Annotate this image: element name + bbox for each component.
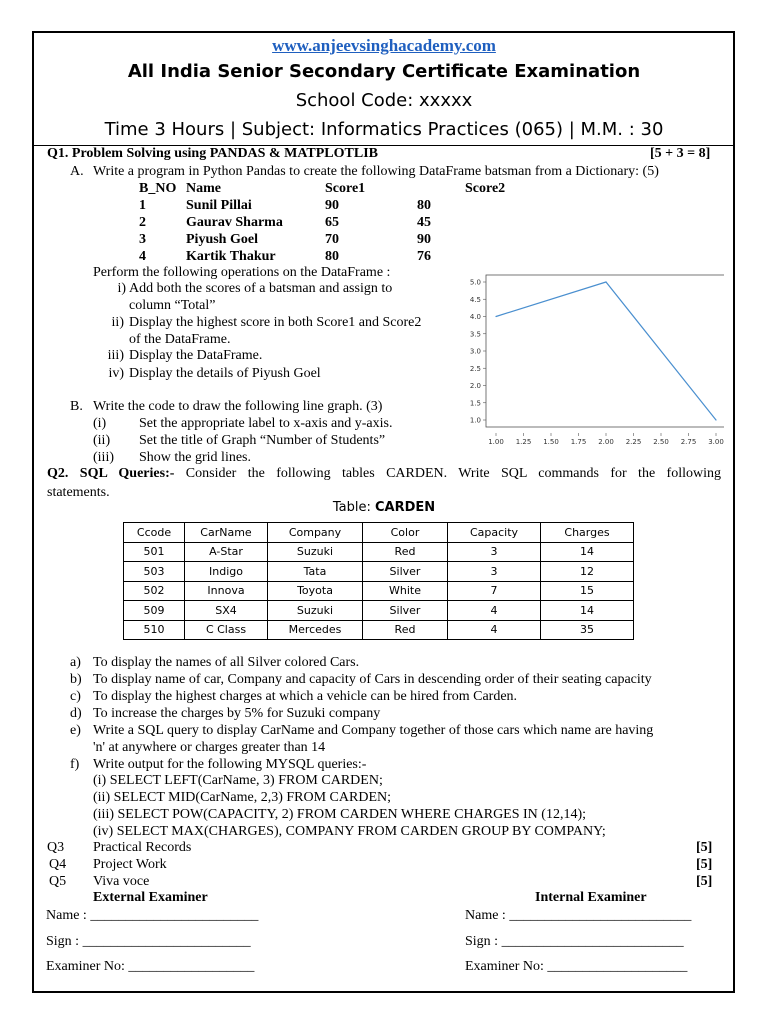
carden-cell: Silver bbox=[363, 601, 448, 621]
y-tick-label: 4.5 bbox=[469, 295, 481, 304]
table-row bbox=[124, 542, 634, 562]
carden-cell: 3 bbox=[448, 542, 541, 562]
q1-marks: [5 + 3 = 8] bbox=[650, 146, 711, 161]
carden-caption bbox=[0, 500, 768, 515]
graph-task-number: (i) bbox=[93, 416, 107, 431]
carden-cell: Tata bbox=[268, 562, 363, 582]
carden-cell: Innova bbox=[185, 581, 268, 601]
batsman-col-header: B_NO bbox=[139, 181, 177, 196]
carden-cell: White bbox=[363, 581, 448, 601]
website-link[interactable]: www.anjeevsinghacademy.com bbox=[272, 36, 496, 55]
carden-cell: 502 bbox=[124, 581, 185, 601]
x-tick-label: 2.75 bbox=[680, 438, 697, 446]
sql-item-letter: e) bbox=[70, 723, 81, 738]
carden-col-header: Company bbox=[268, 523, 363, 543]
batsman-cell: 1 bbox=[139, 198, 146, 213]
x-tick-label: 1.00 bbox=[488, 438, 504, 446]
sql-item-text: To display name of car, Company and capacity of Cars in descending order of their seating capacity bbox=[93, 672, 652, 687]
carden-caption-prefix: Table: bbox=[332, 500, 375, 515]
sql-item-text: Write a SQL query to display CarName and Company together of those cars which name are having bbox=[93, 723, 654, 738]
carden-cell: C Class bbox=[185, 620, 268, 640]
external-examno-field[interactable]: Examiner No: __________________ bbox=[46, 959, 255, 974]
sql-query: (ii) SELECT MID(CarName, 2,3) FROM CARDEN; bbox=[93, 790, 391, 805]
carden-col-header: Color bbox=[363, 523, 448, 543]
sql-item-text: To increase the charges by 5% for Suzuki company bbox=[93, 706, 381, 721]
carden-table bbox=[123, 522, 634, 640]
internal-examno-field[interactable]: Examiner No: ____________________ bbox=[465, 959, 688, 974]
operation-text: Display the DataFrame. bbox=[129, 348, 263, 363]
operation-number: iv) bbox=[108, 366, 124, 381]
table-row bbox=[124, 581, 634, 601]
table-row bbox=[124, 620, 634, 640]
q2-heading bbox=[47, 466, 721, 482]
x-tick-label: 1.75 bbox=[570, 438, 587, 446]
y-tick-label: 3.5 bbox=[469, 330, 481, 339]
external-sign-field[interactable]: Sign : ________________________ bbox=[46, 934, 251, 949]
internal-sign-field[interactable]: Sign : __________________________ bbox=[465, 934, 684, 949]
q2-label: Q2. SQL Queries:- bbox=[47, 466, 175, 481]
carden-cell: Indigo bbox=[185, 562, 268, 582]
sql-item-letter: f) bbox=[70, 757, 80, 772]
y-tick-label: 1.0 bbox=[469, 416, 481, 425]
carden-cell: Red bbox=[363, 542, 448, 562]
external-examiner-title: External Examiner bbox=[93, 890, 208, 905]
carden-cell: SX4 bbox=[185, 601, 268, 621]
sql-query: (i) SELECT LEFT(CarName, 3) FROM CARDEN; bbox=[93, 773, 383, 788]
x-tick-label: 2.25 bbox=[625, 438, 642, 446]
operation-number: iii) bbox=[107, 348, 124, 363]
q1b-label: B. bbox=[70, 399, 83, 414]
sql-item-letter: b) bbox=[70, 672, 82, 687]
batsman-cell: 3 bbox=[139, 232, 146, 247]
q1-label: Q1 bbox=[47, 146, 65, 161]
batsman-cell: 90 bbox=[325, 198, 339, 213]
batsman-cell: 76 bbox=[417, 249, 431, 264]
sql-query: (iii) SELECT POW(CAPACITY, 2) FROM CARDEN WHERE CHARGES IN (12,14); bbox=[93, 807, 587, 822]
carden-cell: 15 bbox=[541, 581, 634, 601]
batsman-cell: 80 bbox=[417, 198, 431, 213]
batsman-cell: 90 bbox=[417, 232, 431, 247]
graph-task-number: (iii) bbox=[93, 450, 114, 465]
carden-cell: 501 bbox=[124, 542, 185, 562]
operation-text: Display the highest score in both Score1 and Score2 bbox=[129, 315, 422, 330]
x-tick-label: 1.50 bbox=[543, 438, 559, 446]
carden-cell: Red bbox=[363, 620, 448, 640]
question-title: Practical Records bbox=[93, 840, 192, 855]
operation-text: of the DataFrame. bbox=[129, 332, 231, 347]
graph-task-number: (ii) bbox=[93, 433, 111, 448]
batsman-cell: 80 bbox=[325, 249, 339, 264]
line-chart bbox=[462, 274, 724, 446]
operation-number: i) bbox=[117, 281, 126, 296]
x-tick-label: 2.00 bbox=[598, 438, 614, 446]
data-point bbox=[495, 316, 496, 317]
sql-item-letter: c) bbox=[70, 689, 81, 704]
plot-frame bbox=[486, 275, 724, 427]
batsman-cell: 4 bbox=[139, 249, 146, 264]
batsman-cell: 70 bbox=[325, 232, 339, 247]
q2-text2: statements. bbox=[47, 485, 110, 500]
line-chart-svg bbox=[462, 274, 724, 446]
q2-text: Consider the following tables CARDEN. Write SQL commands for the following bbox=[185, 466, 721, 481]
sql-item-letter: d) bbox=[70, 706, 82, 721]
question-number: Q4 bbox=[49, 857, 67, 872]
carden-caption-name: CARDEN bbox=[374, 500, 436, 515]
carden-cell: 3 bbox=[448, 562, 541, 582]
question-number: Q3 bbox=[47, 840, 65, 855]
carden-cell: Silver bbox=[363, 562, 448, 582]
batsman-cell: 45 bbox=[417, 215, 431, 230]
carden-cell: 4 bbox=[448, 601, 541, 621]
y-tick-label: 3.0 bbox=[469, 347, 481, 356]
ops-intro: Perform the following operations on the DataFrame : bbox=[93, 265, 391, 280]
time-subject: Time 3 Hours | Subject: Informatics Practices (065) | M.M. : 30 bbox=[104, 119, 664, 140]
carden-cell: 12 bbox=[541, 562, 634, 582]
y-tick-label: 2.0 bbox=[469, 382, 481, 390]
carden-cell: A-Star bbox=[185, 542, 268, 562]
q1b-text: Write the code to draw the following line graph. (3) bbox=[93, 399, 383, 414]
operation-number: ii) bbox=[111, 315, 124, 330]
carden-cell: 14 bbox=[541, 601, 634, 621]
y-tick-label: 2.5 bbox=[469, 364, 481, 373]
y-tick-label: 4.0 bbox=[469, 313, 481, 321]
sql-item-text: To display the highest charges at which a vehicle can be hired from Carden. bbox=[93, 689, 518, 704]
y-tick-label: 1.5 bbox=[469, 399, 481, 408]
operation-text: Display the details of Piyush Goel bbox=[129, 366, 321, 381]
carden-cell: 35 bbox=[541, 620, 634, 640]
graph-task-text: Show the grid lines. bbox=[139, 450, 251, 465]
graph-task-text: Set the appropriate label to x-axis and y-axis. bbox=[139, 416, 393, 431]
batsman-col-header: Name bbox=[186, 181, 221, 196]
question-marks: [5] bbox=[696, 874, 713, 889]
carden-cell: Suzuki bbox=[268, 542, 363, 562]
sql-query: (iv) SELECT MAX(CHARGES), COMPANY FROM CARDEN GROUP BY COMPANY; bbox=[93, 824, 606, 839]
question-marks: [5] bbox=[696, 857, 713, 872]
data-point bbox=[605, 281, 606, 282]
carden-col-header: Charges bbox=[541, 523, 634, 543]
question-marks: [5] bbox=[696, 840, 713, 855]
batsman-cell: Sunil Pillai bbox=[186, 198, 252, 213]
batsman-cell: Kartik Thakur bbox=[186, 249, 276, 264]
batsman-cell: 65 bbox=[325, 215, 339, 230]
sql-item-letter: a) bbox=[70, 655, 81, 670]
sql-item-text: 'n' at anywhere or charges greater than 14 bbox=[93, 740, 326, 755]
carden-col-header: CarName bbox=[185, 523, 268, 543]
batsman-cell: Gaurav Sharma bbox=[186, 215, 283, 230]
q1a-text: Write a program in Python Pandas to create the following DataFrame batsman from a Dictionary: (5) bbox=[93, 164, 659, 179]
graph-task-text: Set the title of Graph “Number of Students” bbox=[139, 433, 386, 448]
carden-cell: Mercedes bbox=[268, 620, 363, 640]
carden-cell: 509 bbox=[124, 601, 185, 621]
batsman-cell: Piyush Goel bbox=[186, 232, 258, 247]
x-tick-label: 1.25 bbox=[515, 438, 532, 446]
carden-cell: 4 bbox=[448, 620, 541, 640]
exam-title: All India Senior Secondary Certificate Examination bbox=[127, 61, 641, 82]
carden-cell: Suzuki bbox=[268, 601, 363, 621]
sql-item-text: Write output for the following MYSQL queries:- bbox=[93, 757, 367, 772]
operation-text: Add both the scores of a batsman and assign to bbox=[129, 281, 393, 296]
y-tick-label: 5.0 bbox=[469, 278, 481, 287]
operation-text: column “Total” bbox=[129, 298, 216, 313]
x-tick-label: 2.50 bbox=[653, 438, 669, 446]
data-point bbox=[715, 419, 716, 420]
question-title: Project Work bbox=[93, 857, 167, 872]
school-code: School Code: xxxxx bbox=[295, 90, 473, 111]
q1-heading bbox=[47, 146, 378, 162]
q1-title: . Problem Solving using PANDAS & MATPLOTLIB bbox=[64, 146, 378, 161]
batsman-col-header: Score2 bbox=[465, 181, 506, 196]
carden-cell: 7 bbox=[448, 581, 541, 601]
external-name-field[interactable]: Name : ________________________ bbox=[46, 908, 259, 923]
question-number: Q5 bbox=[49, 874, 67, 889]
carden-cell: Toyota bbox=[268, 581, 363, 601]
series-line bbox=[496, 282, 716, 420]
batsman-col-header: Score1 bbox=[325, 181, 366, 196]
carden-cell: 14 bbox=[541, 542, 634, 562]
batsman-cell: 2 bbox=[139, 215, 146, 230]
table-row bbox=[124, 601, 634, 621]
internal-name-field[interactable]: Name : __________________________ bbox=[465, 908, 692, 923]
question-title: Viva voce bbox=[93, 874, 150, 889]
sql-item-text: To display the names of all Silver colored Cars. bbox=[93, 655, 360, 670]
carden-cell: 503 bbox=[124, 562, 185, 582]
carden-col-header: Ccode bbox=[124, 523, 185, 543]
x-tick-label: 3.00 bbox=[708, 438, 724, 446]
carden-col-header: Capacity bbox=[448, 523, 541, 543]
internal-examiner-title: Internal Examiner bbox=[535, 890, 647, 905]
carden-header-row bbox=[124, 523, 634, 543]
q1a-label: A. bbox=[70, 164, 84, 179]
table-row bbox=[124, 562, 634, 582]
carden-cell: 510 bbox=[124, 620, 185, 640]
